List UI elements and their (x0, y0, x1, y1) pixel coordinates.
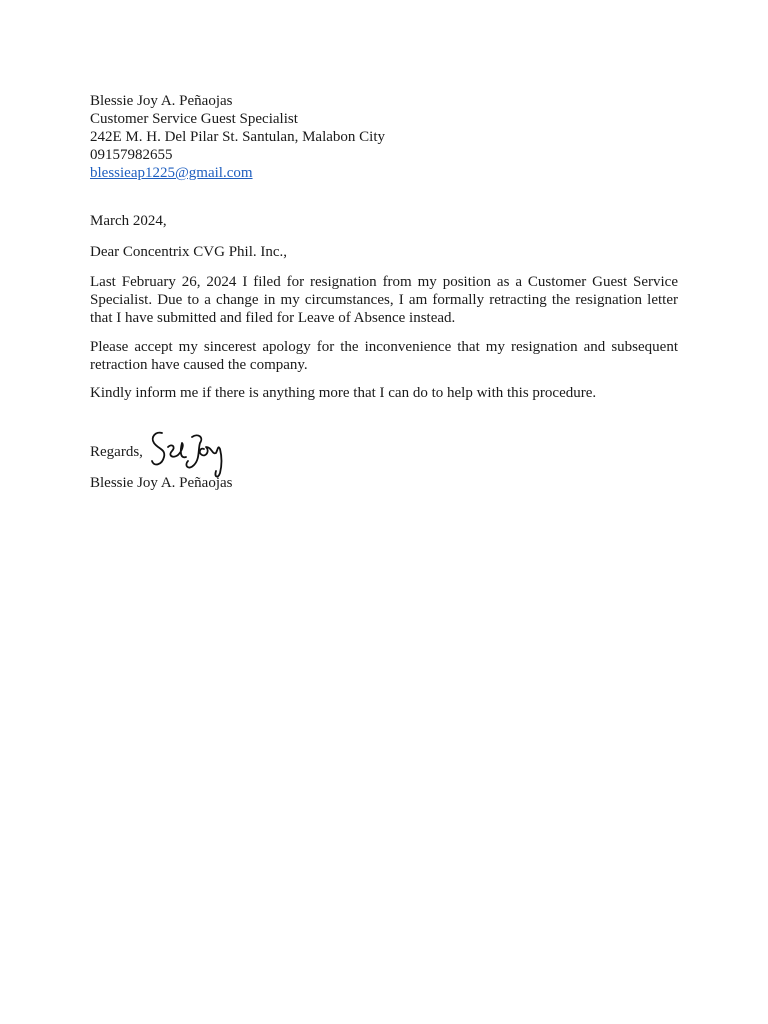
signature-icon (148, 425, 234, 481)
letter-body (90, 92, 678, 492)
sender-block (90, 92, 678, 182)
sender-address: 242E M. H. Del Pilar St. Santulan, Malabon City (90, 129, 385, 145)
letter-date: March 2024, (90, 213, 167, 229)
paragraph-request: Kindly inform me if there is anything more that I can do to help with this procedure. (90, 385, 597, 401)
closing-text: Regards, (90, 444, 143, 460)
sender-name: Blessie Joy A. Peñaojas (90, 93, 233, 109)
paragraph-apology: Please accept my sincerest apology for the inconvenience that my resignation and subsequent retraction have caused the company. (90, 339, 678, 373)
paragraph-retraction: Last February 26, 2024 I filed for resignation from my position as a Customer Guest Service Specialist. Due to a change in my circumstances, I am formally retracting the resignation letter that I have submitted and filed for Leave of Absence instead. (90, 274, 678, 326)
sender-email-link[interactable]: blessieap1225@gmail.com (90, 165, 253, 181)
letter-greeting: Dear Concentrix CVG Phil. Inc., (90, 244, 288, 260)
signer-name: Blessie Joy A. Peñaojas (90, 475, 233, 491)
closing-row (90, 443, 678, 461)
sender-title: Customer Service Guest Specialist (90, 111, 298, 127)
sender-phone: 09157982655 (90, 147, 173, 163)
